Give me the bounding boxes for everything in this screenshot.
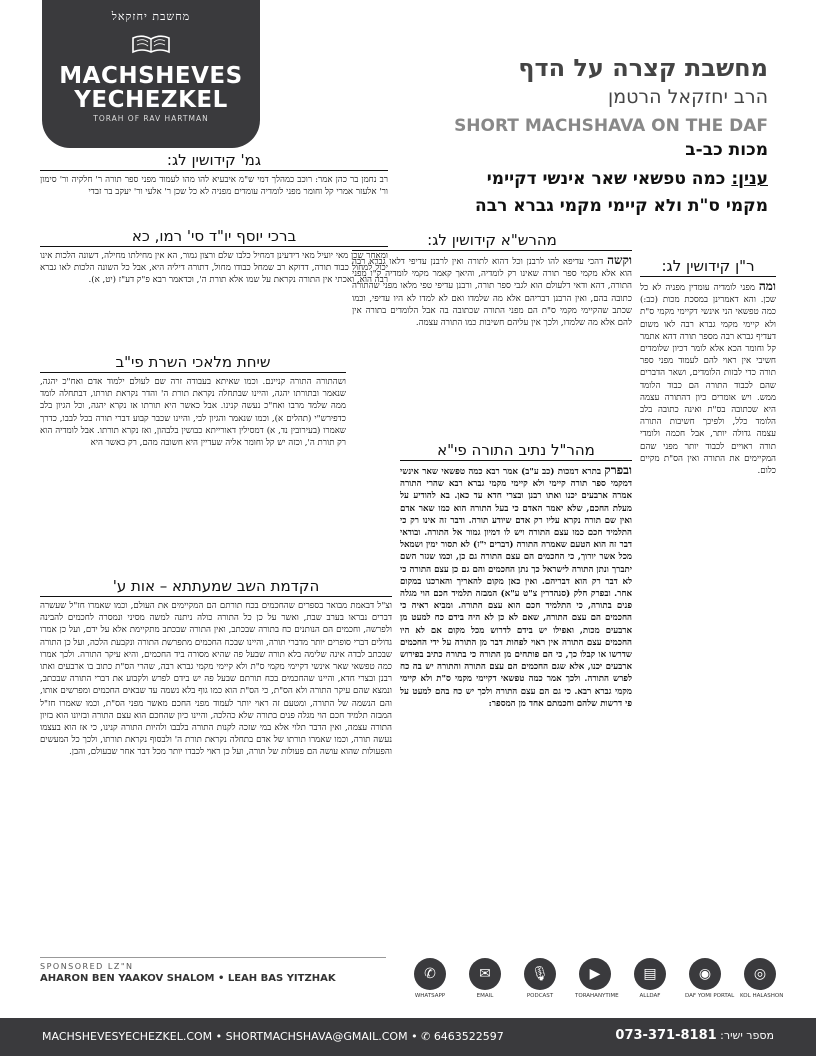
whatsapp-small-icon: ✆ [421, 1030, 431, 1043]
sichos-body: ושהתורה התורה קניינם. וכמו שאיתא בעבודה זרה שם לעולם ילמוד אדם ואח"כ יהגה, שנאמר ובתורתו יהגה, והיינו שבתחלה נקראת תורת ה' והדר נקראת תורתו, דבתחלה לומד ממה שלמד מרבו ואח"כ נעשה קנינו. אבל כאשר היא תורתו אז נקרא יהגה, וכל הגיון בלב כדפירש"י (תהלים א), וכמו שנאמר והגיון לבי, והיינו שכבר קבוע דברי תורה בכל לבבו, כדרך שאמרו (בעירובין נד, א) דמסילין דאורייתא כבושין בלבהון, ואז נקרא תורתו. אבל לומדיה הוא רק תורת ה', וכזה יש קל וחומר אליה שעדיין היא חשובה מהם, רק כאשר היא [40, 377, 346, 449]
birkei-yosef-heading: ברכי יוסף יו"ד סי' רמו, כא [40, 226, 388, 247]
inyan-label: ענין: [731, 169, 768, 189]
masechta-label: מכות כב-ב [685, 140, 768, 160]
sponsor-divider [40, 957, 386, 958]
maharsha-section [352, 230, 632, 426]
platform-label: ALLDAF [639, 993, 661, 999]
platform-label: WHATSAPP [414, 993, 446, 999]
ran-lead: ומה [758, 280, 776, 293]
israel-number-label: מספר ישיר: [720, 1029, 774, 1042]
website-link[interactable]: MACHSHEVESYECHEZKEL.COM [42, 1030, 213, 1043]
email-icon[interactable]: ✉ [469, 958, 501, 990]
sponsor-label: SPONSORED LZ"N [40, 962, 134, 971]
hakdamas-heading: הקדמת השב שמעתתא – אות ע' [40, 576, 392, 597]
daf-yomi-portal-icon[interactable]: ◉ [689, 958, 721, 990]
podcast-icon[interactable]: 🎙 [524, 958, 556, 990]
platform-link-torahanytime[interactable] [575, 958, 619, 999]
sichos-heading: שיחת מלאכי השרת פי"ב [40, 352, 346, 373]
ran-section [640, 256, 776, 656]
inyan-text: כמה טפשאי שאר אינשי דקיימי מקמי ס"ת ולא קיימי מקמי גברא רבה [475, 169, 768, 216]
platform-link-email[interactable] [465, 958, 505, 999]
hakdamas-body: וצ"ל דבאמת מבואר בספרים שהחכמים בכח תורתם הם המקיימים את העולם, וכמו שאמרו חז"ל שעשרה דברים נבראו בערב שבת, ואשר על כן כל התורה כולה ניתנה למשה מסיני ונמסרה לחכמים להבינה ולפרשה, וחכמים הם הנותנים כח בתורה שבכתב, ואין התורה שבכתב מתקיימת אלא על ידם, ועל כן אמרו גדולים דברי סופרים יותר מדברי תורה, והיינו שבכח החכמים מתפרשת התורה ונקבעת הלכה, ועל כן התורה שבכתב לבדה אינה שלימה בלא תורה שבעל פה שהיא מסורה ביד החכמים, והיא עיקר התורה. ולכך אמרו כמה טפשאי שאר אינשי דקיימי מקמי ס"ת ולא קיימי מקמי גברא רבה, שהרי הס"ת כתוב בו ארבעים ואתו רבנן ובצרי חדא, והיינו שהחכמים בכח תורתם שבעל פה יש בידם לפרש ולקבוע את דברי התורה שבכתב, ונמצא שהם עיקר התורה ולא הס"ת, כי הס"ת הוא כמו גוף בלא נשמה עד שבאים החכמים ומפרשים אותו, והם הנשמה של התורה, ומטעם זה ראוי יותר לעמוד מפני החכם מאשר מפני הס"ת, וכמו שאמרו חז"ל המבזה תלמיד חכם הוי מגלה פנים בתורה שלא כהלכה, והיינו כיון שהחכם הוא עצם התורה ובזיונו הוא בזיון התורה עצמה, ואין הדבר תלוי אלא במי שזכה לקנות התורה בלבבו ולהיות התורה קנינו, כי אז הוא בעצמו נעשה תורה, וכמו שאמרו תורתו של אדם בתחלה נקראת תורת ה' ולבסוף נקראת תורתו, ולכך כל המעשים והפעולות שהוא עושה הם פעולות של תורה, ועל כן ראוי לכבדו יותר מכל דבר אחר שבעולם, והבן. [40, 601, 392, 758]
logo-hebrew-text: מחשבת יחזקאל [111, 10, 191, 23]
open-book-icon [131, 32, 171, 54]
whatsapp-icon[interactable]: ✆ [414, 958, 446, 990]
inyan-topic [468, 166, 768, 220]
alldaf-icon[interactable]: ▤ [634, 958, 666, 990]
maharsha-body: דהכי עדיפא להו לרבנן וכל דהוא לתורה ואין לרבנן עדיפי דלאו גברא רבה הוא אלא מקמי ספר תורה שאינו רק לומדיה, והיאך קאמר מקמי לומדיה ק"ו מפני התורה, דהא ודאי דלעולם הוא לגבי ספר תורה, ורבנן עדיפי טפי מלאו מפני שהתורה כתובה בהם, ואין הרבנן דבריהם אלא מה שלמדו ואם לא למדו לא היו עדיפי, וכמו שכתב שהקיימי מקמי ס"ת הם מפני התורה שכתובה בה אבל הלומדים בתורה אין להם אלא מה שלמדו, ולכך אין עליהם חשיבות כמו התורה עצמה. [352, 257, 632, 329]
platform-links [410, 958, 784, 999]
platform-link-podcast[interactable] [520, 958, 560, 999]
torahanytime-icon[interactable]: ▶ [579, 958, 611, 990]
gemara-heading: גמ' קידושין לג: [40, 150, 388, 171]
gemara-section [40, 150, 388, 222]
birkei-yosef-body: ומאחר שכן מאי יועיל מאי דידעינן דמחיל כלבו שלם ורצון גמור, הא אין מחילתו מחילה, דשונה הלכות אינו יכול למחול כבוד תורה, דדוקא רב שמחל כבודו מחול, דתורה דיליה היא, אבל כל השונה הלכות לאו גברא רבה הוא, ואכתי אין התורה נקראת על שמו אלא תורת ה', וכדאמר רבא פ"ק דע"ז (יט, א). [40, 251, 388, 286]
maharsha-lead: וקשה [607, 254, 632, 267]
kol-halashon-icon[interactable]: ◎ [744, 958, 776, 990]
sichos-section [40, 352, 346, 570]
platform-label: TORAHANYTIME [575, 993, 619, 999]
email-link[interactable]: SHORTMACHSHAVA@GMAIL.COM [225, 1030, 408, 1043]
logo-badge [42, 0, 260, 148]
page-title: מחשבת קצרה על הדף [518, 54, 768, 82]
sponsor-names: AHARON BEN YAAKOV SHALOM • LEAH BAS YITZHAK [40, 973, 336, 984]
platform-label: DAF YOMI PORTAL [685, 993, 735, 999]
english-title: SHORT MACHSHAVA ON THE DAF [454, 116, 768, 136]
ran-heading: ר"ן קידושין לג: [640, 256, 776, 277]
israel-number[interactable]: 073-371-8181 [615, 1028, 717, 1043]
platform-link-daf-yomi-portal[interactable] [685, 958, 735, 999]
sponsor-block [40, 962, 336, 984]
rav-name: הרב יחזקאל הרטמן [608, 86, 768, 108]
phone-number[interactable]: 6463522597 [433, 1030, 504, 1043]
footer-contacts: MACHSHEVESYECHEZKEL.COM • SHORTMACHSHAVA@GMAIL.COM • ✆ 6463522597 [42, 1030, 504, 1043]
maharsha-heading: מהרש"א קידושין לג: [352, 230, 632, 251]
ran-body: מפני לומדיה עומדין מפניה לא כל שכן. והא דאמרינן במסכת מכות (כב:) כמה טפשאי הני אינשי דקיימי מקמי ס"ת ולא קיימי מקמי גברא רבה לאו משום דעדיף גברא רבה מספר תורה דהא אתמר קל וחומר הכא אלא לומר דכיון שלומדים חשיבי אין ראוי להם לעמוד מפני ספר תורה כדי לבזות הלומדים, ושאר הדברים שהם לכבוד התורה הם כבוד הלומד ממש. ויש אומרים כיון דהתורה עצמה היא שכתובה בס"ת ואינה כתובה בלב הלומד כלל, ולפיכך חשיבות התורה עצמה גדולה יותר, אבל חכמה ולומדי תורה ראויים לכבוד יותר מפני שהם המקיימים את התורה ואין הס"ת מקיים כלום. [640, 283, 776, 477]
footer-bar [0, 1018, 816, 1056]
maharal-heading: מהר"ל נתיב התורה פי"א [400, 440, 632, 461]
gemara-body: רב נחמן בר כהן אמר: רוכב כמהלך דמי ש"מ איבעיא להו מהו לעמוד מפני ספר תורה ר' חלקיה ור' סימון ור' אלעזר אמרי קל וחומר מפני לומדיה עומדים מפניה לא כל שכן ר' אלעי ור' יעקב בר זבדי [40, 175, 388, 198]
logo-name: MACHSHEVES YECHEZKEL [59, 63, 243, 113]
platform-link-kol-halashon[interactable] [740, 958, 784, 999]
platform-label: EMAIL [476, 993, 494, 999]
platform-label: KOL HALASHON [740, 993, 784, 999]
hakdamas-section [40, 576, 392, 950]
maharal-section [400, 440, 632, 950]
israel-number-block [615, 1028, 774, 1043]
maharal-lead: ובפרק [604, 464, 632, 477]
platform-link-alldaf[interactable] [630, 958, 670, 999]
platform-link-whatsapp[interactable] [410, 958, 450, 999]
platform-label: PODCAST [526, 993, 554, 999]
birkei-yosef-section [40, 226, 388, 350]
maharal-body: בתרא דמכות (כב ע"ב) אמר רבא כמה טפשאי שאר אינשי דמקמי ספר תורה קיימי ולא קיימי מקמי גברא רבא שהרי התורה אמרה ארבעים יכנו ואתו רבנן ובצרי חדא עד כאן. בא להודיע על מעלת החכם, שלא יאמר האדם כי בעל התורה הוא כמו שאר אדם ואין שם תורה נקרא עליו רק אדם שיודע תורה. ודבר זה אינו רק כי התלמיד חכם כמו עצם התורה ויש לו דמיון גמור אל התורה. ובודאי דבר זה הוא הטעם שאמרה התורה (דברים י"ז) לא תסור ימין ושמאל מכל אשר יורוך, כי החכמים הם עצם התורה גם כן, וכמו שגזר השם יתברך ונתן התורה לישראל כך נתן החכמים והם גם כן עצם התורה כי לא דבר רק הוא דבריהם. ואין כאן מקום להאריך והארכנו במקום אחר. ובפרק חלק (סנהדרין צ"ט ע"א) המבזה תלמיד חכם הוי מגלה פנים בתורה, כי התלמיד חכם הוא עצם התורה. ומביא ראיה כי החכמים הם עצם התורה, שאם לא כן לא היה בידם כח למעט מן ארבעים מכות, ואפילו יש בידם לדרוש מכל מקום אם לא היו החכמים עצם התורה אין ראוי לפחות דבר מן התורה על ידי החכמים שדרשו או קבלו כך, כי הם פותחים מן התורה כי בתורה כתיב בפירוש ארבעים יכנו, אלא שגם החכמים הם עצם התורה והתורה יש בה כח לפרש התורה. ולכך אמר כמה טפשאי דקיימי מקמי ס"ת ולא קיימי מקמי גברא רבא. כי גם הם עצם התורה ולכך יש כח בהם למעט על פי דרשות שלהם וחכמתם אחד מן המספר: [400, 467, 632, 709]
logo-tagline: TORAH OF RAV HARTMAN [93, 114, 209, 123]
